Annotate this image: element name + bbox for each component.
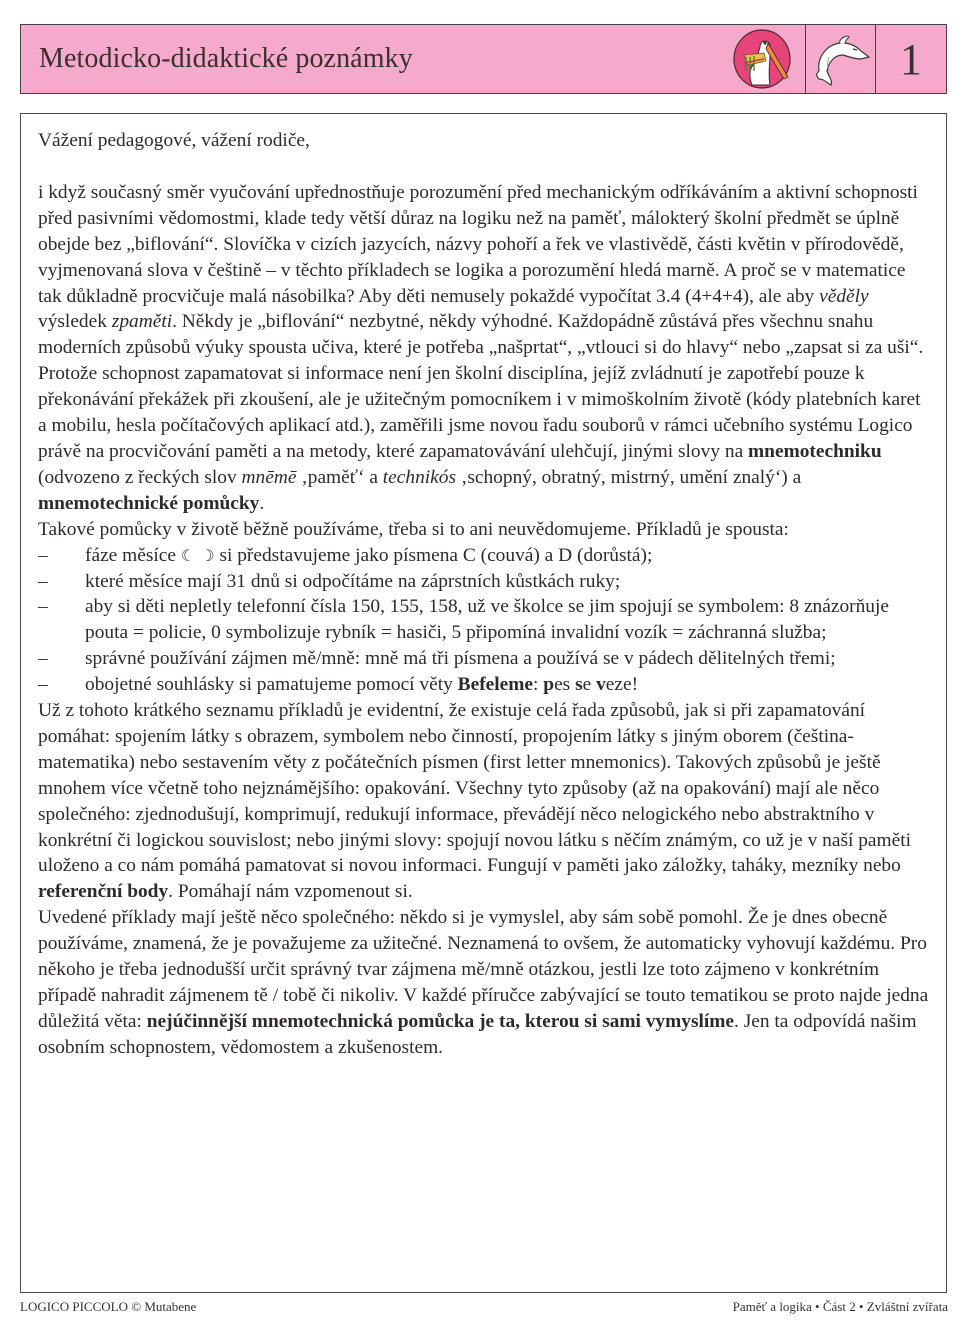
dash-bullet: –: [38, 674, 48, 696]
page-title: Metodicko-didaktické poznámky: [39, 43, 413, 74]
item3-text: aby si děti nepletly telefonní čísla 150, 155, 158, už ve školce se jim spojují se symbolem: 8 znázorňuje pouta = policie, 0 symbolizuje rybník = hasiči, 5 připomíná invalidní vozík = záchranná služba;: [85, 596, 890, 644]
item5-text-a: obojetné souhlásky si pamatujeme pomocí věty: [85, 674, 458, 696]
list-item: [38, 672, 933, 698]
list-item: [38, 543, 933, 569]
paragraph-1: [38, 180, 933, 361]
p5-text-b: . Jen ta odpovídá našim osobním schopnostem, vědomostem a zkušenostem.: [38, 1010, 917, 1058]
item5-text-c: es: [554, 674, 576, 696]
p2-italic-1: mnēmē: [241, 466, 297, 488]
moon-phase-icon: ☾ ☽: [180, 545, 215, 565]
item5-text-b: :: [533, 674, 544, 696]
dash-bullet: –: [38, 570, 48, 592]
p4-bold-1: referenční body: [38, 881, 169, 903]
dash-bullet: –: [38, 648, 48, 670]
p1-text-b: výsledek: [38, 311, 112, 333]
p2-text-e: .: [259, 492, 265, 514]
footer-series: Paměť a logika • Část 2 • Zvláštní zvířata: [732, 1299, 948, 1314]
p1-text-a: i když současný směr vyučování upřednostňuje porozumění před mechanickým odříkáváním a aktivní schopnosti před pasivními vědomostmi, klade tedy větší důraz na logiku než na paměť, málokterý školní předmět se úplně obejde bez „biflování“. Slovíčka v cizích jazycích, názvy pohoří a řek ve vlastivědě, části květin v přírodovědě, vyjmenovaná slova v češtině – v těchto příkladech se logika a porozumění hledá marně. A proč se v matematice tak důkladně procvičuje malá násobilka? Aby děti nemusely pokaždé vypočítat 3.4 (4+4+4), ale aby: [38, 181, 918, 307]
list-item: [38, 569, 933, 595]
p2-text-c: ‚paměť‘ a: [296, 466, 383, 488]
stork-icon: [730, 27, 794, 91]
item1-text-b: si představujeme jako písmena C (couvá) a D (dorůstá);: [214, 544, 653, 566]
paragraph-4: [38, 698, 933, 905]
examples-list: [38, 543, 933, 698]
item5-bold-1: Befeleme: [457, 674, 534, 696]
list-item: [38, 646, 933, 672]
stork-icon-cell: [719, 25, 805, 93]
dash-bullet: –: [38, 596, 48, 618]
p2-text-b: (odvozeno z řeckých slov: [38, 466, 242, 488]
footer-publisher: LOGICO PICCOLO © Mutabene: [20, 1299, 197, 1314]
item5-bold-3: s: [575, 674, 583, 696]
dash-bullet: –: [38, 544, 48, 566]
p1-italic-2: zpaměti: [111, 311, 173, 333]
p4-text-a: Už z tohoto krátkého seznamu příkladů je evidentní, že existuje celá řada způsobů, jak si při zapamatování pomáhat: spojením látky s obrazem, symbolem nebo činností, propojením látky s jiným oborem (čeština-matematika) nebo sestavením věty z počátečních písmen (first letter mnemonics). Takových způsobů je ještě mnohem více včetně toho nejznámějšího: opakování. Všechny tyto způsoby (až na opakování) mají ale něco společného: zjednodušují, komprimují, redukují informace, převádějí něco nelogického nebo abstraktního v konkrétní či logickou souvislost; nebo jinými slovy: spojují novou látku s něčím známým, co už je v naší paměti uloženo a co nám pomáhá pamatovat si novou informaci. Fungují v paměti jako záložky, taháky, mezníky nebo: [38, 700, 912, 877]
p5-bold-1: nejúčinnější mnemotechnická pomůcka je ta, kterou si sami vymyslíme: [146, 1010, 735, 1032]
item4-text: správné používání zájmen mě/mně: mně má tři písmena a používá se v pádech dělitelných třemi;: [85, 648, 836, 670]
item5-text-d: e: [582, 674, 597, 696]
item1-text-a: fáze měsíce: [85, 544, 181, 566]
p1-text-c: . Někdy je „biflování“ nezbytné, někdy výhodné. Každopádně zůstává přes všechnu snahu moderních způsobů výuky spousta učiva, které je potřeba „našprtat“, „vtlouci si do hlavy“ nebo „zapsat si za uši“.: [38, 311, 924, 359]
content-box: [20, 113, 947, 1293]
item5-text-e: eze!: [605, 674, 639, 696]
p2-text-a: Protože schopnost zapamatovat si informace není jen školní disciplína, jejíž zvládnutí je zapotřebí pouze k překonávání překážek při zkoušení, ale je užitečným pomocníkem i v mimoškolním životě (kódy platebních karet a mobilu, hesla počítačových aplikací atd.), zaměřili jsme novou řadu souborů v rámci učebního systému Logico právě na procvičování paměti a na metody, které zapamatovávání ulehčují, jinými slovy na: [38, 363, 921, 462]
p2-text-d: ‚schopný, obratný, mistrný, umění znalý‘) a: [456, 466, 802, 488]
greeting: Vážení pedagogové, vážení rodiče,: [38, 130, 310, 151]
p1-italic-1: věděly: [819, 285, 869, 307]
body-text: [38, 128, 933, 1061]
p2-bold-2: mnemotechnické pomůcky: [38, 492, 260, 514]
item2-text: které měsíce mají 31 dnů si odpočítáme na záprstních kůstkách ruky;: [85, 570, 621, 592]
item5-bold-4: v: [596, 674, 606, 696]
dolphin-icon-cell: [805, 25, 875, 93]
list-item: [38, 594, 933, 646]
paragraph-2: [38, 361, 933, 516]
p4-text-b: . Pomáhají nám vzpomenout si.: [168, 881, 413, 903]
item5-bold-2: p: [543, 674, 555, 696]
p5-text-a: Uvedené příklady mají ještě něco společného: někdo si je vymyslel, aby sám sobě pomohl. Že je dnes obecně používáme, znamená, že je považujeme za užitečné. Neznamená to ovšem, že automaticky vyhovují každému. Pro někoho je třeba jednodušší určit správný tvar zájmena mě/mně otázkou, jestli lze toto zájmeno v konkrétním případě nahradit zájmenem tě / tobě či nikoliv. V každé příručce zabývající se touto tematikou se proto najde jedna důležitá věta:: [38, 907, 929, 1032]
page-header: [20, 24, 947, 94]
p2-italic-2: technikós: [382, 466, 457, 488]
paragraph-3: Takové pomůcky v životě běžně používáme, třeba si to ani neuvědomujeme. Příkladů je spousta:: [38, 518, 789, 540]
dolphin-icon: [811, 31, 871, 87]
p2-bold-1: mnemotechniku: [748, 440, 882, 462]
page-number: 1: [875, 25, 946, 93]
paragraph-5: [38, 905, 933, 1060]
